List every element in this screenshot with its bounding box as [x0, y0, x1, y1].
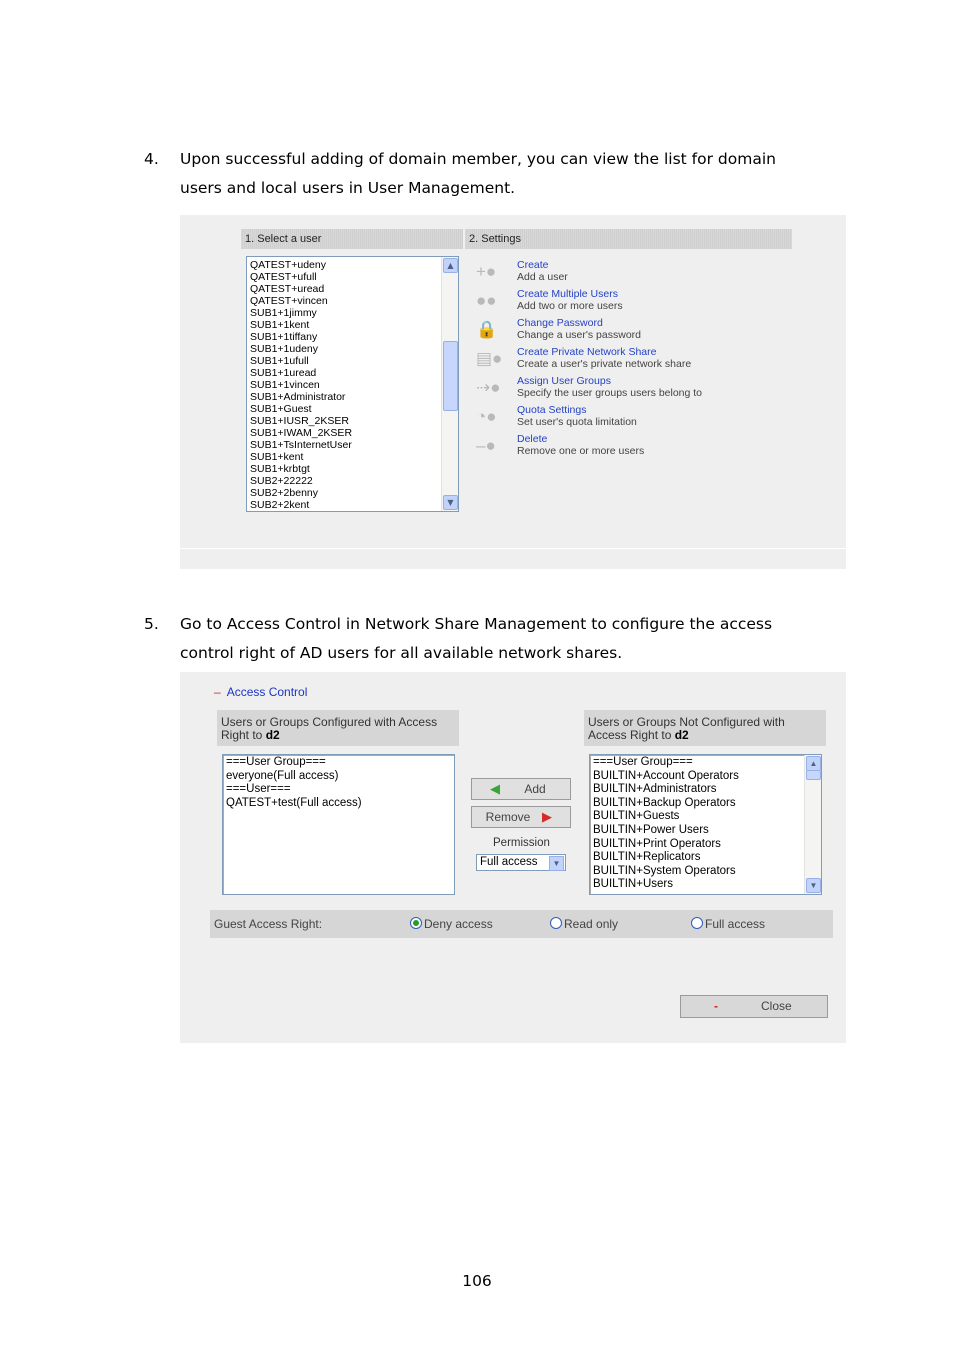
permission-select[interactable]: Full access ▼: [476, 854, 566, 871]
list-item[interactable]: ===User===: [226, 783, 291, 796]
arrow-right-icon: ▶: [542, 809, 552, 824]
configured-list-items: [226, 756, 362, 810]
collapse-icon[interactable]: –: [214, 685, 221, 699]
arrow-left-icon: ◀: [490, 781, 500, 796]
list-item[interactable]: BUILTIN+Replicators: [593, 851, 701, 864]
list-item[interactable]: BUILTIN+Print Operators: [593, 837, 721, 850]
settings-option-desc: Remove one or more users: [517, 445, 645, 457]
list-item[interactable]: SUB1+1udeny: [250, 343, 319, 355]
settings-option-desc: Change a user's password: [517, 329, 641, 341]
list-item[interactable]: SUB2+22222: [250, 475, 313, 487]
close-icon: -: [714, 999, 718, 1013]
network-share-icon: ▤●: [476, 349, 503, 368]
list-item[interactable]: SUB2+2benny: [250, 487, 319, 499]
settings-option-title[interactable]: Quota Settings: [517, 404, 587, 416]
user-management-screenshot: [180, 215, 846, 569]
list-item[interactable]: QATEST+ufull: [250, 271, 317, 283]
list-item[interactable]: BUILTIN+Guests: [593, 810, 680, 823]
access-control-screenshot: [180, 672, 846, 1043]
user-list[interactable]: [246, 256, 459, 512]
list-item[interactable]: SUB1+Guest: [250, 403, 312, 415]
list-item[interactable]: QATEST+vincen: [250, 295, 328, 307]
multiple-users-icon: ●●: [476, 291, 497, 310]
access-control-title[interactable]: – Access Control: [214, 685, 308, 699]
permission-label: Permission: [493, 837, 550, 849]
radio-icon[interactable]: [691, 917, 703, 929]
lock-icon: 🔒: [476, 320, 498, 339]
divider: [180, 548, 846, 549]
list-item[interactable]: BUILTIN+Backup Operators: [593, 796, 736, 809]
delete-user-icon: –●: [476, 436, 496, 455]
list-item[interactable]: SUB1+1jimmy: [250, 307, 317, 319]
list-item[interactable]: SUB1+1kent: [250, 319, 310, 331]
remove-button[interactable]: Remove ▶: [471, 806, 571, 828]
not-configured-list[interactable]: [589, 754, 822, 895]
list-item[interactable]: ===User Group===: [226, 756, 326, 768]
not-configured-scrollbar[interactable]: [804, 755, 821, 894]
list-item[interactable]: QATEST+test(Full access): [226, 796, 362, 809]
list-item[interactable]: SUB1+kent: [250, 451, 304, 463]
scroll-thumb[interactable]: [806, 770, 821, 780]
list-item[interactable]: BUILTIN+Power Users: [593, 823, 709, 836]
select-user-header: 1. Select a user: [241, 229, 463, 249]
not-configured-header: Users or Groups Not Configured with Access Right to d2: [584, 710, 826, 746]
settings-option-desc: Specify the user groups users belong to: [517, 387, 703, 399]
settings-option-title[interactable]: Delete: [517, 433, 548, 445]
list-item[interactable]: QATEST+uread: [250, 283, 325, 295]
list-item[interactable]: SUB1+TsInternetUser: [250, 439, 352, 451]
user-list-scrollbar[interactable]: [441, 257, 458, 511]
scroll-up-icon[interactable]: ▲: [443, 258, 458, 273]
list-item[interactable]: SUB2+2kent: [250, 499, 310, 511]
step-number: 4.: [144, 150, 159, 168]
step-text: Go to Access Control in Network Share Management to configure the access control right of AD users for all available network shares.: [180, 615, 773, 662]
share-name: d2: [674, 728, 689, 742]
settings-option-title[interactable]: Assign User Groups: [517, 375, 611, 387]
step-number: 5.: [144, 615, 159, 633]
chevron-down-icon[interactable]: ▼: [549, 856, 564, 871]
guest-access-label: Guest Access Right:: [214, 917, 323, 931]
settings-header: 2. Settings: [465, 229, 792, 249]
list-item[interactable]: SUB1+krbtgt: [250, 463, 310, 475]
list-item[interactable]: ===User Group===: [593, 756, 693, 768]
settings-option-title[interactable]: Create Private Network Share: [517, 346, 657, 358]
list-item[interactable]: SUB1+Administrator: [250, 391, 346, 403]
list-item[interactable]: SUB1+IWAM_2KSER: [250, 427, 353, 439]
share-name: d2: [265, 728, 280, 742]
guest-access-row: [210, 910, 833, 938]
list-item[interactable]: BUILTIN+Account Operators: [593, 769, 739, 782]
user-groups-icon: ⇢●: [476, 378, 501, 397]
scroll-down-icon[interactable]: ▼: [806, 878, 821, 893]
list-item[interactable]: BUILTIN+Administrators: [593, 783, 717, 796]
list-item[interactable]: QATEST+udeny: [250, 259, 326, 271]
not-configured-list-items: [593, 756, 739, 892]
list-item[interactable]: BUILTIN+System Operators: [593, 864, 736, 877]
configured-header: Users or Groups Configured with Access Right to d2: [217, 710, 459, 746]
radio-selected-icon[interactable]: [410, 917, 422, 929]
scroll-thumb[interactable]: [443, 341, 458, 411]
settings-option-desc: Add two or more users: [517, 300, 623, 312]
radio-read-only[interactable]: Read only: [550, 910, 618, 938]
radio-full-access[interactable]: Full access: [691, 910, 765, 938]
user-list-items: [250, 259, 440, 511]
settings-option-desc: Set user's quota limitation: [517, 416, 637, 428]
scroll-up-icon[interactable]: ▲: [806, 756, 821, 771]
list-item[interactable]: everyone(Full access): [226, 769, 339, 782]
page-number: 106: [462, 1272, 492, 1290]
list-item[interactable]: SUB1+1vincen: [250, 379, 320, 391]
list-item[interactable]: BUILTIN+Users: [593, 878, 673, 891]
quota-icon: ◔●: [476, 407, 497, 426]
list-item[interactable]: SUB1+1tiffany: [250, 331, 318, 343]
radio-deny-access[interactable]: Deny access: [410, 910, 493, 938]
list-item[interactable]: SUB1+1uread: [250, 367, 317, 379]
add-user-icon: +●: [476, 262, 497, 281]
close-button[interactable]: - Close: [680, 995, 828, 1018]
list-item[interactable]: SUB1+1ufull: [250, 355, 309, 367]
add-button[interactable]: ◀ Add: [471, 778, 571, 800]
settings-option-desc: Create a user's private network share: [517, 358, 692, 370]
scroll-down-icon[interactable]: ▼: [443, 495, 458, 510]
list-item[interactable]: SUB1+IUSR_2KSER: [250, 415, 349, 427]
radio-icon[interactable]: [550, 917, 562, 929]
settings-option-title[interactable]: Create Multiple Users: [517, 288, 618, 300]
step-text: Upon successful adding of domain member, you can view the list for domain users and local users in User Management.: [180, 150, 776, 197]
settings-option-title[interactable]: Create: [517, 259, 549, 271]
settings-option-desc: Add a user: [517, 271, 568, 283]
configured-list[interactable]: [222, 754, 455, 895]
settings-option-title[interactable]: Change Password: [517, 317, 603, 329]
